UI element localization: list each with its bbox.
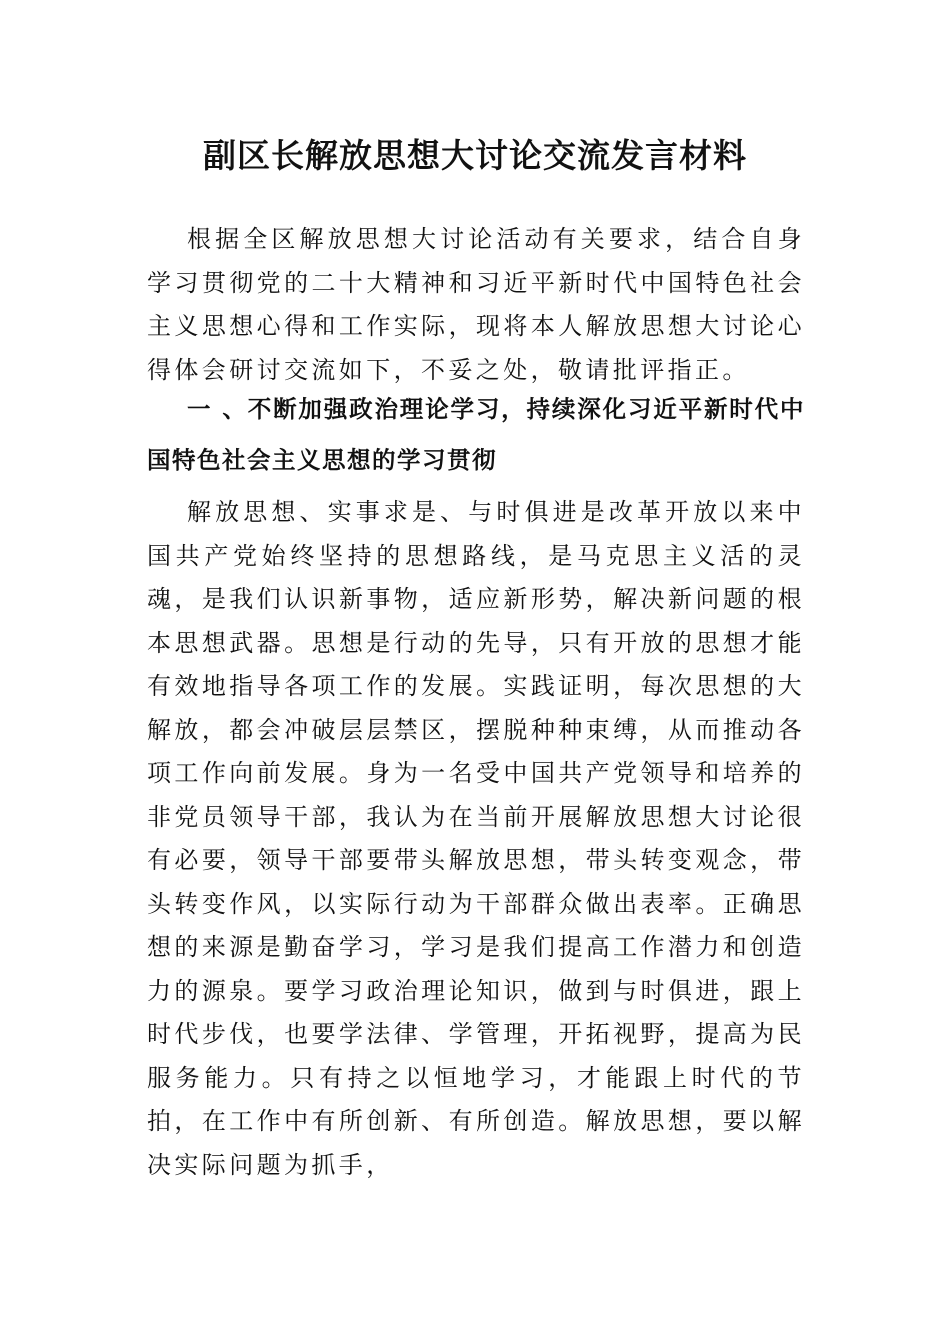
section-1-heading: 一 、不断加强政治理论学习，持续深化习近平新时代中国特色社会主义思想的学习贯彻 <box>147 395 805 474</box>
intro-paragraph: 根据全区解放思想大讨论活动有关要求，结合自身学习贯彻党的二十大精神和习近平新时代中国特色社会主义思想心得和工作实际，现将本人解放思想大讨论心得体会研讨交流如下，不妥之处，敬请批评指正。 <box>147 225 805 384</box>
section-1-paragraph: 解放思想、实事求是、与时俱进是改革开放以来中国共产党始终坚持的思想路线，是马克思主义活的灵魂，是我们认识新事物，适应新形势，解决新问题的根本思想武器。思想是行动的先导，只有开放的思想才能有效地指导各项工作的发展。实践证明，每次思想的大解放，都会冲破层层禁区，摆脱种种束缚，从而推动各项工作向前发展。身为一名受中国共产党领导和培养的非党员领导干部，我认为在当前开展解放思想大讨论很有必要，领导干部要带头解放思想，带头转变观念，带头转变作风，以实际行动为干部群众做出表率。正确思想的来源是勤奋学习，学习是我们提高工作潜力和创造力的源泉。要学习政治理论知识，做到与时俱进，跟上时代步伐，也要学法律、学管理，开拓视野，提高为民服务能力。只有持之以恒地学习，才能跟上时代的节拍，在工作中有所创新、有所创造。解放思想，要以解决实际问题为抓手， <box>147 498 805 1179</box>
document-title: 副区长解放思想大讨论交流发言材料 <box>203 136 747 175</box>
